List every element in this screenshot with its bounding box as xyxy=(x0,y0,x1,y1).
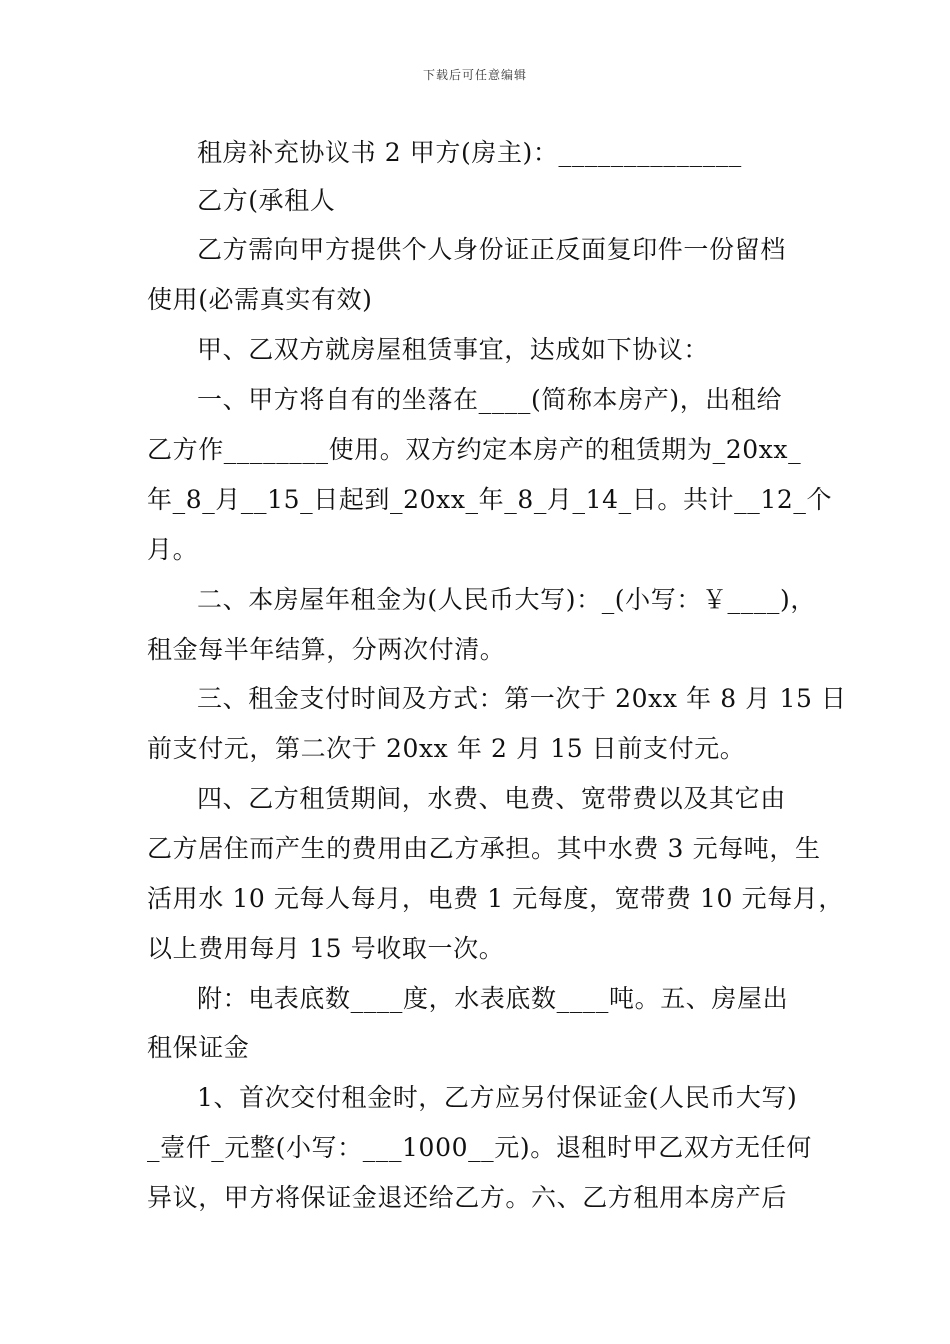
text-line: 四、乙方租赁期间，水费、电费、宽带费以及其它由 xyxy=(197,784,786,813)
text-line: 以上费用每月 15 号收取一次。 xyxy=(147,934,505,963)
text-line: 三、租金支付时间及方式：第一次于 20xx 年 8 月 15 日 xyxy=(197,684,847,713)
text-line: 乙方需向甲方提供个人身份证正反面复印件一份留档 xyxy=(197,235,786,264)
text-line: 租房补充协议书 2 甲方(房主)：______________ xyxy=(197,138,742,167)
text-line: 一、甲方将自有的坐落在____(简称本房产)，出租给 xyxy=(197,385,783,414)
text-line: 使用(必需真实有效) xyxy=(147,285,373,314)
text-line: 甲、乙双方就房屋租赁事宜，达成如下协议： xyxy=(197,335,710,364)
text-line: _壹仟_元整(小写：___1000__元)。退租时甲乙双方无任何 xyxy=(147,1133,812,1162)
text-line: 乙方居住而产生的费用由乙方承担。其中水费 3 元每吨，生 xyxy=(147,834,821,863)
text-line: 活用水 10 元每人每月，电费 1 元每度，宽带费 10 元每月， xyxy=(147,884,845,913)
text-line: 年_8_月__15_日起到_20xx_年_8_月_14_日。共计__12_个 xyxy=(147,485,833,514)
header-note: 下载后可任意编辑 xyxy=(422,68,527,82)
text-line: 前支付元，第二次于 20xx 年 2 月 15 日前支付元。 xyxy=(147,734,746,763)
text-line: 异议，甲方将保证金退还给乙方。六、乙方租用本房产后 xyxy=(147,1183,788,1212)
text-line: 月。 xyxy=(147,535,199,564)
text-line: 附：电表底数____度，水表底数____吨。五、房屋出 xyxy=(197,984,789,1013)
text-line: 乙方作________使用。双方约定本房产的租赁期为_20xx_ xyxy=(147,435,802,464)
text-line: 租保证金 xyxy=(147,1033,250,1062)
text-line: 租金每半年结算，分两次付清。 xyxy=(147,635,506,664)
text-line: 1、首次交付租金时，乙方应另付保证金(人民币大写) xyxy=(197,1083,798,1112)
text-line: 二、本房屋年租金为(人民币大写)：_(小写：￥____)， xyxy=(197,585,816,614)
text-line: 乙方(承租人 xyxy=(197,186,336,215)
